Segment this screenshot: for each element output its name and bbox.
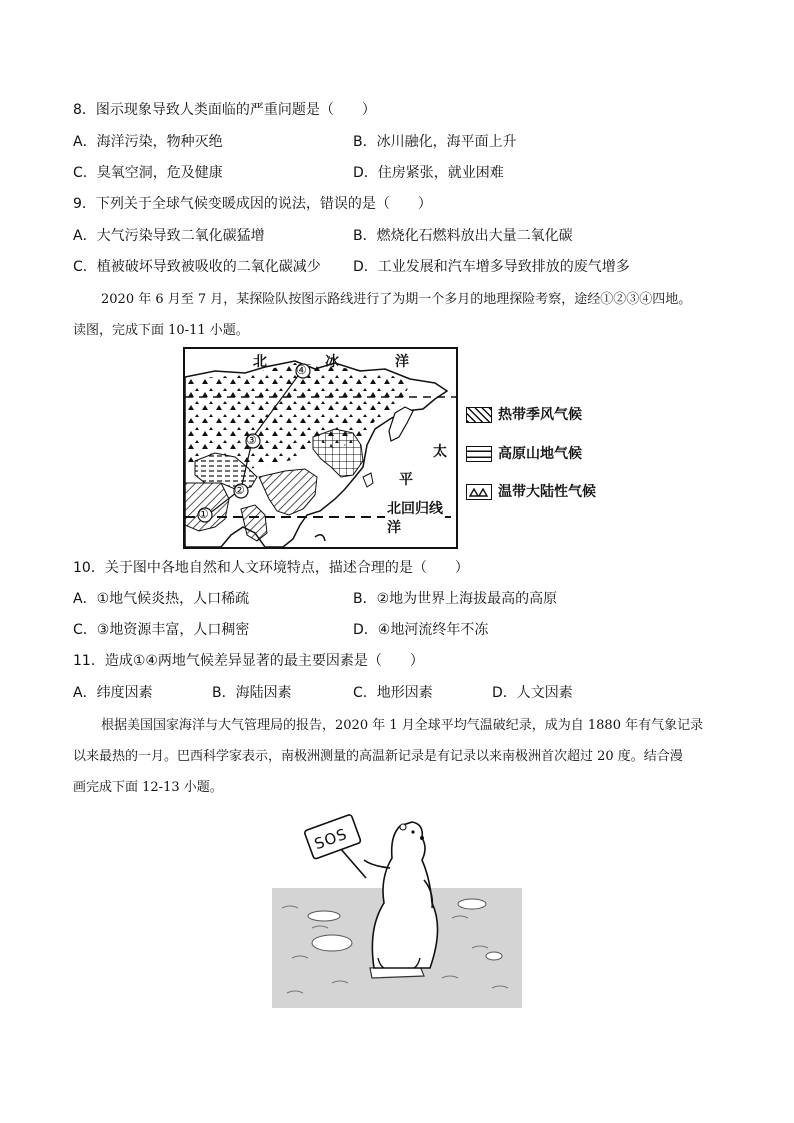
q11-option-d: D．人文因素 bbox=[492, 685, 573, 701]
intro-12-13-line1: 根据美国国家海洋与大气管理局的报告，2020 年 1 月全球平均气温破纪录，成为自 1880 年有气象记录 bbox=[101, 718, 704, 733]
intro-10-11-line1: 2020 年 6 月至 7 月，某探险队按图示路线进行了为期一个多月的地理探险考察，途经①②③④四地。 bbox=[101, 292, 692, 307]
map-label-ice: 冰 bbox=[325, 354, 339, 370]
map-marker-4: ④ bbox=[296, 363, 307, 377]
map-label-ocean-south: 洋 bbox=[387, 520, 401, 536]
map-label-ocean-north: 洋 bbox=[395, 354, 409, 370]
q9-option-c: C．植被破坏导致被吸收的二氧化碳减少 bbox=[73, 259, 321, 275]
intro-12-13-line2: 以来最热的一月。巴西科学家表示，南极洲测量的高温新记录是有记录以来南极洲首次超过 20 度。结合漫 bbox=[73, 749, 683, 764]
q11-option-c: C．地形因素 bbox=[353, 685, 433, 701]
legend-continental-label: 温带大陆性气候 bbox=[498, 484, 596, 500]
q9-option-d: D．工业发展和汽车增多导致排放的废气增多 bbox=[353, 259, 630, 275]
cartoon-drawing bbox=[272, 808, 522, 1008]
legend-monsoon-swatch bbox=[466, 407, 492, 423]
legend-continental-swatch bbox=[466, 484, 492, 500]
q8-stem: 8．图示现象导致人类面临的严重问题是（ ） bbox=[73, 102, 376, 118]
legend-monsoon-label: 热带季风气候 bbox=[498, 407, 582, 423]
map-marker-3: ③ bbox=[246, 433, 257, 447]
map-marker-2: ② bbox=[234, 483, 245, 497]
intro-12-13 bbox=[73, 710, 723, 803]
q10-stem: 10．关于图中各地自然和人文环境特点，描述合理的是（ ） bbox=[73, 560, 469, 576]
climate-map bbox=[183, 347, 458, 549]
legend-monsoon bbox=[466, 404, 582, 424]
intro-10-11-line2: 读图，完成下面 10-11 小题。 bbox=[73, 323, 249, 338]
q11-stem: 11．造成①④两地气候差异显著的最主要因素是（ ） bbox=[73, 653, 424, 669]
map-label-tai: 太 bbox=[433, 444, 447, 460]
map-label-north: 北 bbox=[253, 354, 267, 370]
q8-option-a: A．海洋污染，物种灭绝 bbox=[73, 134, 223, 150]
q9-option-a: A．大气污染导致二氧化碳猛增 bbox=[73, 228, 265, 244]
q8-option-c: C．臭氧空洞，危及健康 bbox=[73, 165, 223, 181]
map-marker-1: ① bbox=[198, 507, 209, 521]
intro-10-11 bbox=[73, 284, 723, 346]
q10-option-c: C．③地资源丰富，人口稠密 bbox=[73, 622, 250, 638]
q8-option-b: B．冰川融化，海平面上升 bbox=[353, 134, 517, 150]
q9-option-b: B．燃烧化石燃料放出大量二氧化碳 bbox=[353, 228, 573, 244]
map-label-tropic: 北回归线 bbox=[385, 498, 445, 518]
intro-12-13-line3: 画完成下面 12-13 小题。 bbox=[73, 780, 223, 795]
sos-sign-text: SOS bbox=[311, 824, 350, 854]
legend-plateau-swatch bbox=[466, 446, 492, 462]
q10-option-a: A．①地气候炎热，人口稀疏 bbox=[73, 591, 250, 607]
q8-option-d: D．住房紧张，就业困难 bbox=[353, 165, 504, 181]
q9-stem: 9．下列关于全球气候变暖成因的说法，错误的是（ ） bbox=[73, 196, 432, 212]
legend-continental bbox=[466, 481, 596, 501]
legend-plateau bbox=[466, 443, 582, 463]
q10-option-b: B．②地为世界上海拔最高的高原 bbox=[353, 591, 558, 607]
map-label-ping: 平 bbox=[399, 472, 413, 488]
legend-plateau-label: 高原山地气候 bbox=[498, 446, 582, 462]
q10-option-d: D．④地河流终年不冻 bbox=[353, 622, 489, 638]
polar-bear-cartoon bbox=[272, 808, 522, 1008]
q11-option-a: A．纬度因素 bbox=[73, 685, 153, 701]
q11-option-b: B．海陆因素 bbox=[212, 685, 292, 701]
